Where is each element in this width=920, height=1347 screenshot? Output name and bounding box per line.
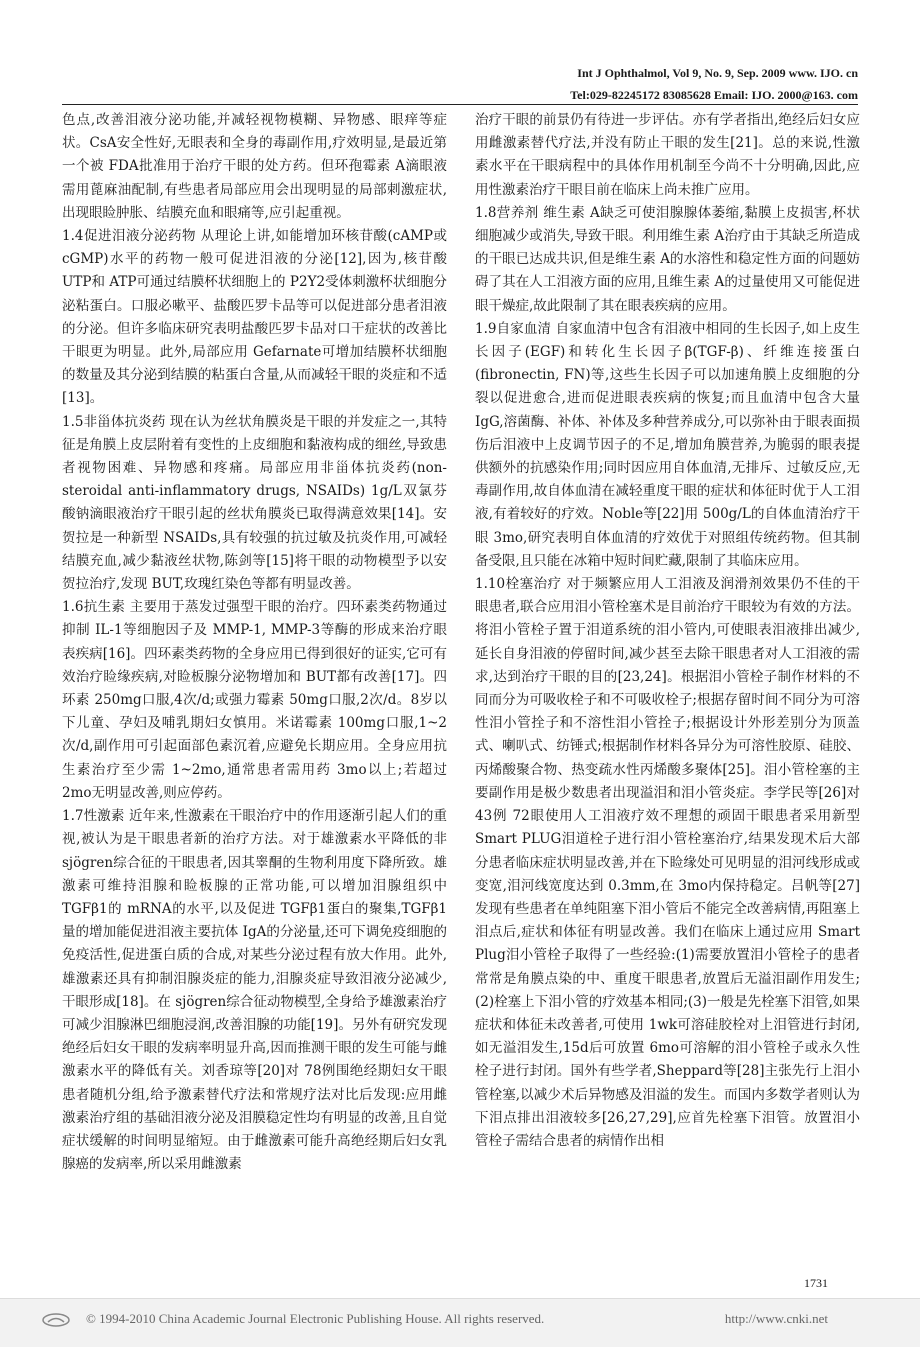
footer-bar	[0, 1298, 920, 1347]
left-column	[62, 109, 447, 1284]
section-1-4: 1.4促进泪液分泌药物 从理论上讲,如能增加环核苷酸(cAMP或 cGMP)水平的药物一般可促进泪液的分泌[12],因为,核苷酸 UTP和 ATP可通过结膜杯状细胞上的 P2Y2受体刺激杯状细胞分泌粘蛋白。口服必嗽平、盐酸匹罗卡品等可以促进部分患者泪液的分泌。但许多临床研究表明盐酸匹罗卡品对口干症状的改善比干眼更为明显。此外,局部应用 Gefarnate可增加结膜杯状细胞的数量及其分泌到结膜的粘蛋白含量,从而减轻干眼的炎症和不适[13]。	[62, 228, 447, 407]
section-1-6: 1.6抗生素 主要用于蒸发过强型干眼的治疗。四环素类药物通过抑制 IL-1等细胞因子及 MMP-1, MMP-3等酶的形成来治疗眼表疾病[16]。四环素类药物的全身应用已得到很好的证实,它可有效治疗睑缘疾病,对睑板腺分泌物增加和 BUT都有改善[17]。四环素 250mg口服,4次/d;或强力霉素 50mg口服,2次/d。8岁以下儿童、孕妇及哺乳期妇女慎用。米诺霉素 100mg口服,1~2次/d,副作用可引起面部色素沉着,应避免长期应用。全身应用抗生素治疗至少需 1~2mo,通常患者需用药 3mo以上;若超过 2mo无明显改善,则应停药。	[62, 599, 447, 801]
footer-url-link[interactable]: http://www.cnki.net	[724, 1311, 828, 1326]
page-number: 1731	[804, 1276, 828, 1290]
section-1-10: 1.10栓塞治疗 对于频繁应用人工泪液及润滑剂效果仍不佳的干眼患者,联合应用泪小管栓塞术是目前治疗干眼较为有效的方法。将泪小管栓子置于泪道系统的泪小管内,可使眼表泪液排出减少,延长自身泪液的停留时间,减少甚至去除干眼患者对人工泪液的需求,达到治疗干眼的目的[23,24]。根据泪小管栓子制作材料的不同而分为可吸收栓子和不可吸收栓子;根据存留时间不同分为可溶性泪小管拴子和不溶性泪小管拴子;根据设计外形差别分为顶盖式、喇叭式、纺锤式;根据制作材料各异分为可溶性胶原、硅胶、丙烯酸聚合物、热变疏水性丙烯酸多聚体[25]。泪小管栓塞的主要副作用是极少数患者出现溢泪和泪小管炎症。李学民等[26]对 43例 72眼使用人工泪液疗效不理想的顽固干眼患者采用新型 Smart PLUG泪道栓子进行泪小管栓塞治疗,结果发现术后大部分患者临床症状明显改善,并在下睑缘处可见明显的泪河线形成或变宽,泪河线宽度达到 0.3mm,在 3mo内保持稳定。吕帆等[27]发现有些患者在单纯阻塞下泪小管后不能完全改善病情,再阻塞上泪点后,症状和体征有明显改善。我们在临床上通过应用 Smart Plug泪小管栓子取得了一些经验:(1)需要放置泪小管栓子的患者常常是角膜点染的中、重度干眼患者,放置后无溢泪副作用发生;(2)栓塞上下泪小管的疗效基本相同;(3)一般是先栓塞下泪管,如果症状和体征未改善者,可使用 1wk可溶硅胶栓对上泪管进行封闭,如无溢泪发生,15d后可放置 6mo可溶解的泪小管栓子或永久性栓子进行封闭。国外有些学者,Sheppard等[28]主张先行上泪小管栓塞,以减少术后异物感及泪溢的发生。而国内多数学者则认为下泪点排出泪液较多[26,27,29],应首先栓塞下泪管。放置泪小管栓子需结合患者的病情作出相	[475, 576, 860, 1149]
journal-header-title: Int J Ophthalmol, Vol 9, No. 9, Sep. 2009 www. IJO. cn	[577, 66, 858, 80]
footer-copyright: © 1994-2010 China Academic Journal Electronic Publishing House. All rights reserved.	[86, 1311, 545, 1326]
paragraph-hormone-cont: 治疗干眼的前景仍有待进一步评估。亦有学者指出,绝经后妇女应用雌激素替代疗法,并没有防止干眼的发生[21]。总的来说,性激素水平在干眼病程中的具体作用机制至今尚不十分明确,因此,应用性激素治疗干眼目前在临床上尚未推广应用。	[475, 112, 860, 198]
section-1-5: 1.5非甾体抗炎药 现在认为丝状角膜炎是干眼的并发症之一,其特征是角膜上皮层附着有变性的上皮细胞和黏液构成的细丝,导致患者视物困难、异物感和疼痛。局部应用非甾体抗炎药(non-steroidal anti-inflammatory drugs, NSAIDs) 1g/L双氯芬酸钠滴眼液治疗干眼引起的丝状角膜炎已取得满意效果[14]。安贺拉是一种新型 NSAIDs,具有较强的抗过敏及抗炎作用,可减轻结膜充血,减少黏液丝状物,陈剑等[15]将干眼的动物模型予以安贺拉治疗,发现 BUT,玫瑰红染色等都有明显改善。	[62, 413, 447, 593]
section-1-9: 1.9自家血清 自家血清中包含有泪液中相同的生长因子,如上皮生长因子(EGF)和转化生长因子β(TGF-β)、纤维连接蛋白(fibronectin, FN)等,这些生长因子可以加速角膜上皮细胞的分裂以促进愈合,进而促进眼表疾病的恢复;而且血清中包含大量 IgG,溶菌酶、补体、补体及多种营养成分,可以弥补由于眼表面损伤后泪液中上皮调节因子的不足,增加角膜营养,为脆弱的眼表提供额外的抗感染作用;同时因应用自体血清,无排斥、过敏反应,无毒副作用,故自体血清在减轻重度干眼的症状和体征时优于人工泪液,有着较好的疗效。Noble等[22]用 500g/L的自体血清治疗干眼 3mo,研究表明自体血清的疗效优于对照组传统药物。但其制备受限,且只能在冰箱中短时间贮藏,限制了其临床应用。	[475, 320, 860, 569]
section-1-7: 1.7性激素 近年来,性激素在干眼治疗中的作用逐渐引起人们的重视,被认为是干眼患者新的治疗方法。对于雄激素水平降低的非 sjögren综合征的干眼患者,因其睾酮的生物利用度下降所致。雄激素可维持泪腺和睑板腺的正常功能,可以增加泪腺组织中 TGFβ1的 mRNA的水平,以及促进 TGFβ1蛋白的聚集,TGFβ1量的增加能促进泪液主要抗体 IgA的分泌量,还可下调免疫细胞的免疫活性,促进蛋白质的合成,对某些分泌过程有放大作用。此外,雄激素还具有抑制泪腺炎症的能力,泪腺炎症导致泪液分泌减少,干眼形成[18]。在 sjögren综合征动物模型,全身给予雄激素治疗可减少泪腺淋巴细胞浸润,改善泪腺的功能[19]。另外有研究发现绝经后妇女干眼的发病率明显升高,因而推测干眼的发生可能与雌激素水平的降低有关。刘香琼等[20]对 78例围绝经期妇女干眼患者随机分组,给予激素替代疗法和常规疗法对比后发现:应用雌激素治疗组的基础泪液分泌及泪膜稳定性均有明显的改善,且自觉症状缓解的时间明显缩短。由于雌激素可能升高绝经期后妇女乳腺癌的发病率,所以采用雌激素	[62, 808, 447, 1173]
right-column	[475, 109, 860, 1284]
header-rule	[62, 104, 858, 105]
journal-header-contact: Tel:029-82245172 83085628 Email: IJO. 2000@163. com	[570, 88, 858, 102]
section-1-8: 1.8营养剂 维生素 A缺乏可使泪腺腺体萎缩,黏膜上皮损害,杯状细胞减少或消失,导致干眼。利用维生素 A治疗由于其缺乏所造成的干眼已达成共识,但是维生素 A的水溶性和稳定性方面的问题妨碍了其在人工泪液方面的应用,且维生素 A的过量使用又可能促进眼干燥症,故此限制了其在眼表疾病的应用。	[475, 204, 860, 314]
cnki-logo-icon	[42, 1313, 70, 1327]
paragraph-csa: 色点,改善泪液分泌功能,并减轻视物模糊、异物感、眼痒等症状。CsA安全性好,无眼表和全身的毒副作用,疗效明显,是最近第一个被 FDA批准用于治疗干眼的处方药。但环孢霉素 A滴眼液需用蓖麻油配制,有些患者局部应用会出现明显的局部刺激症状,出现眼睑肿胀、结膜充血和眼痛等,应引起重视。	[62, 112, 447, 221]
